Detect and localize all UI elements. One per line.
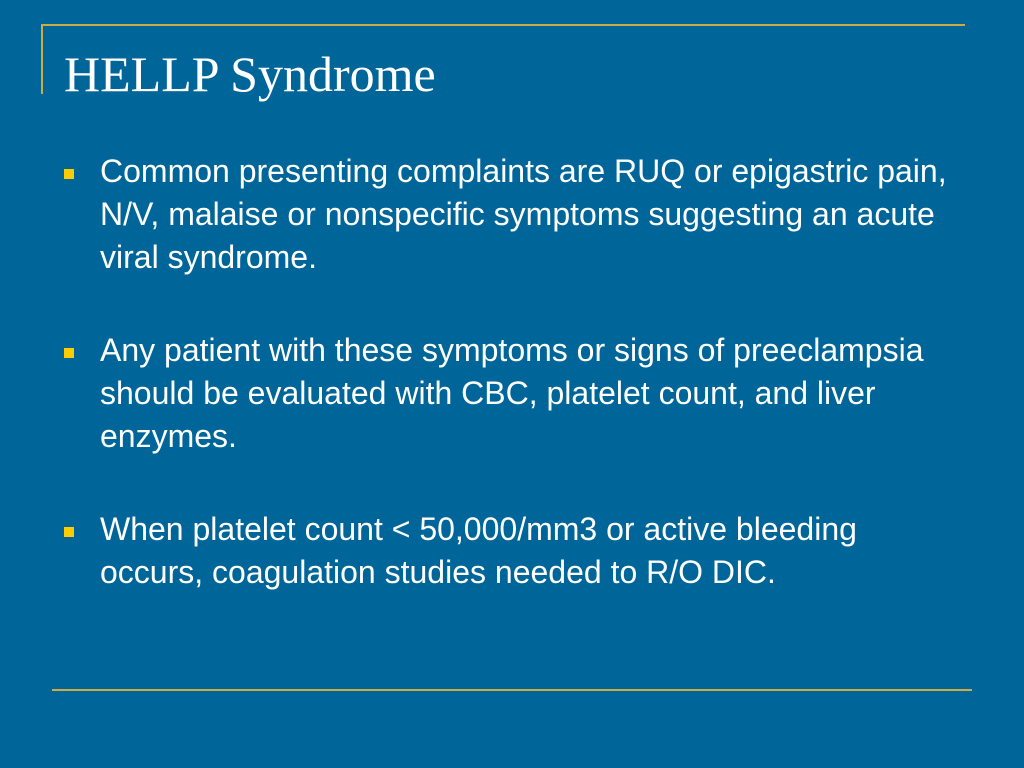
bullet-item bbox=[64, 508, 964, 594]
bullet-text: When platelet count < 50,000/mm3 or active bleeding occurs, coagulation studies needed to R/O DIC. bbox=[100, 511, 857, 590]
square-bullet-icon bbox=[64, 527, 74, 537]
bullet-item bbox=[64, 329, 964, 458]
square-bullet-icon bbox=[64, 348, 74, 358]
slide-title: HELLP Syndrome bbox=[64, 46, 436, 102]
footer-rule bbox=[52, 689, 972, 691]
bullet-item bbox=[64, 150, 964, 279]
bullet-list bbox=[64, 150, 964, 644]
title-top-rule bbox=[41, 24, 965, 26]
square-bullet-icon bbox=[64, 169, 74, 179]
bullet-text: Any patient with these symptoms or signs of preeclampsia should be evaluated with CBC, platelet count, and liver enzymes. bbox=[100, 332, 924, 454]
bullet-text: Common presenting complaints are RUQ or epigastric pain, N/V, malaise or nonspecific symptoms suggesting an acute viral syndrome. bbox=[100, 153, 947, 275]
title-left-rule bbox=[41, 24, 43, 94]
